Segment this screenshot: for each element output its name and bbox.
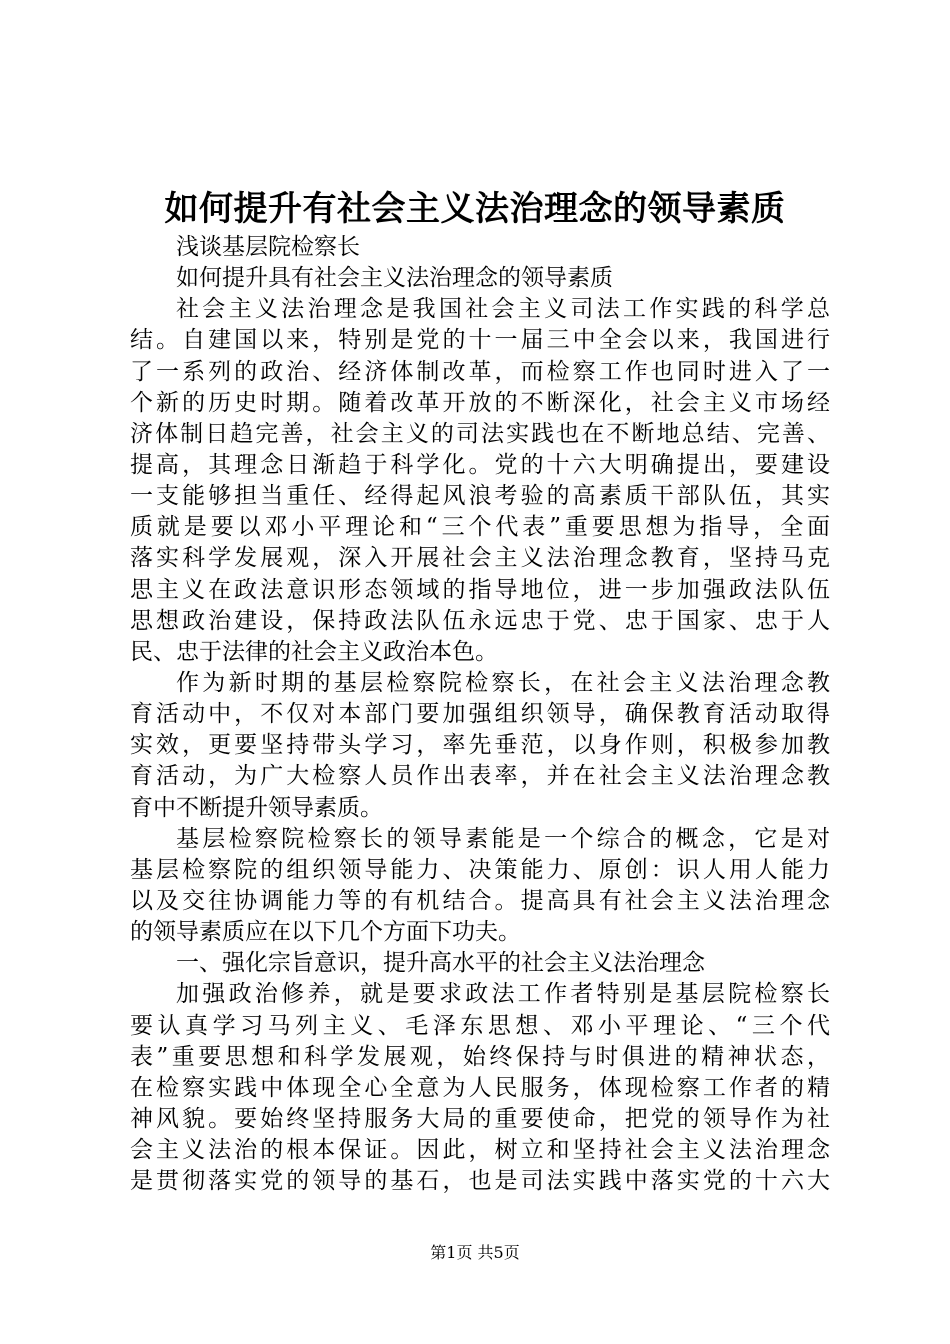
document-title: 如何提升有社会主义法治理念的领导素质 (164, 189, 786, 229)
paragraph-line: 育活动，为广大检察人员作出表率，并在社会主义法治理念教 (130, 763, 830, 790)
paragraph-line: 在检察实践中体现全心全意为人民服务，体现检察工作者的精 (130, 1074, 830, 1101)
paragraph-line: 质就是要以邓小平理论和“三个代表”重要思想为指导，全面 (130, 514, 830, 541)
paragraph-line: 神风貌。要始终坚持服务大局的重要使命，把党的领导作为社 (130, 1105, 830, 1132)
paragraph-line: 基层检察院检察长的领导素能是一个综合的概念，它是对 (176, 825, 830, 852)
paragraph-line: 基层检察院的组织领导能力、决策能力、原创：识人用人能力 (130, 856, 830, 883)
paragraph-line: 要认真学习马列主义、毛泽东思想、邓小平理论、“三个代 (130, 1012, 830, 1039)
paragraph-line: 会主义法治的根本保证。因此，树立和坚持社会主义法治理念 (130, 1137, 830, 1164)
paragraph-line: 作为新时期的基层检察院检察长，在社会主义法治理念教 (176, 669, 830, 696)
paragraph-line: 落实科学发展观，深入开展社会主义法治理念教育，坚持马克 (130, 545, 830, 572)
paragraph-line: 民、忠于法律的社会主义政治本色。 (130, 638, 498, 665)
paragraph-line: 加强政治修养，就是要求政法工作者特别是基层院检察长 (176, 981, 830, 1008)
paragraph-line: 了一系列的政治、经济体制改革，而检察工作也同时进入了一 (130, 358, 830, 385)
paragraph-line: 社会主义法治理念是我国社会主义司法工作实践的科学总 (176, 296, 830, 323)
subtitle-line: 如何提升具有社会主义法治理念的领导素质 (176, 265, 613, 292)
subtitle-line: 浅谈基层院检察长 (176, 234, 360, 260)
page-number: 第1页 共5页 (430, 1243, 520, 1262)
paragraph-line: 实效，更要坚持带头学习，率先垂范，以身作则，积极参加教 (130, 732, 830, 759)
paragraph-line: 提高，其理念日渐趋于科学化。党的十六大明确提出，要建设 (130, 451, 830, 478)
paragraph-line: 一支能够担当重任、经得起风浪考验的高素质干部队伍，其实 (130, 483, 830, 510)
paragraph-line: 表”重要思想和科学发展观，始终保持与时俱进的精神状态， (130, 1043, 830, 1070)
paragraph-line: 育活动中，不仅对本部门要加强组织领导，确保教育活动取得 (130, 701, 830, 728)
paragraph-line: 育中不断提升领导素质。 (130, 794, 383, 821)
paragraph-line: 的领导素质应在以下几个方面下功夫。 (130, 919, 521, 946)
section-heading: 一、强化宗旨意识，提升高水平的社会主义法治理念 (176, 950, 705, 977)
document-body (130, 232, 830, 1197)
paragraph-line: 结。自建国以来，特别是党的十一届三中全会以来，我国进行 (130, 327, 830, 354)
paragraph-line: 济体制日趋完善，社会主义的司法实践也在不断地总结、完善、 (130, 420, 830, 447)
paragraph-line: 思想政治建设，保持政法队伍永远忠于党、忠于国家、忠于人 (130, 607, 830, 634)
paragraph-line: 是贯彻落实党的领导的基石，也是司法实践中落实党的十六大 (130, 1168, 830, 1195)
paragraph-line: 以及交往协调能力等的有机结合。提高具有社会主义法治理念 (130, 887, 830, 914)
paragraph-line: 思主义在政法意识形态领域的指导地位，进一步加强政法队伍 (130, 576, 830, 603)
paragraph-line: 个新的历史时期。随着改革开放的不断深化，社会主义市场经 (130, 389, 830, 416)
